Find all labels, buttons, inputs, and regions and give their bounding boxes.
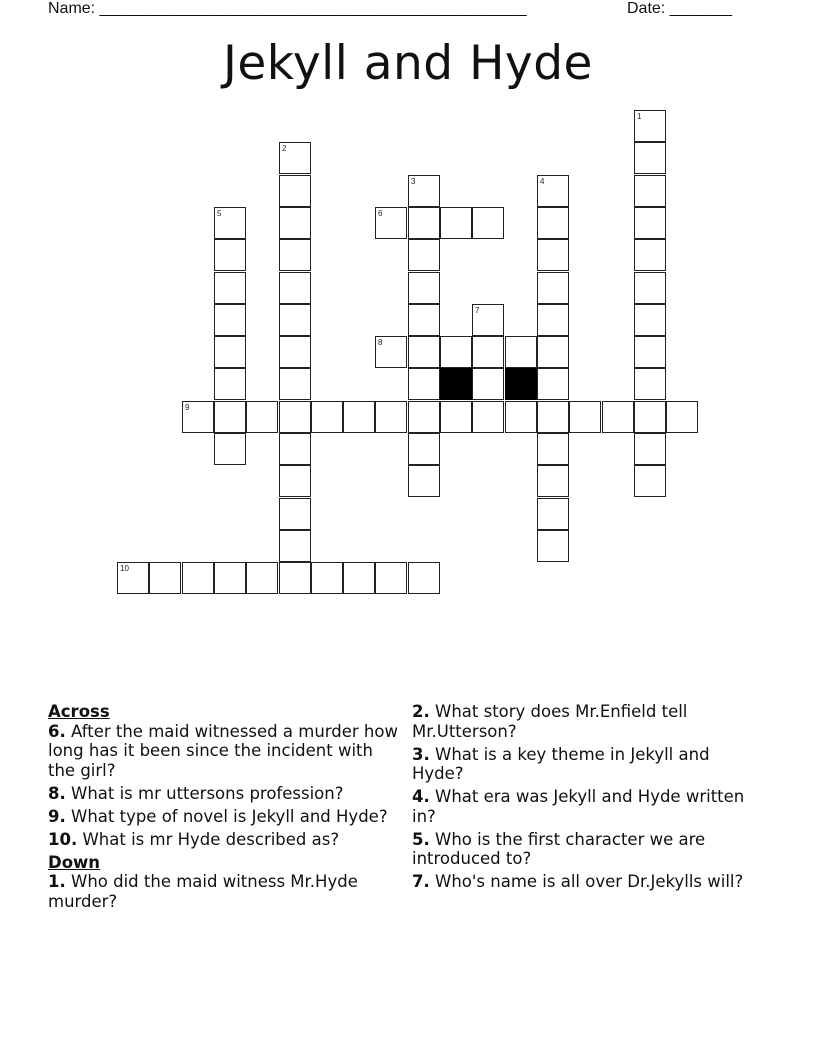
grid-cell[interactable] xyxy=(472,304,504,336)
clue-number: 4. xyxy=(412,787,430,806)
grid-cell[interactable] xyxy=(279,142,311,174)
clue-text: What story does Mr.Enfield tell Mr.Utterson? xyxy=(412,702,688,741)
clue-text: What is a key theme in Jekyll and Hyde? xyxy=(412,744,710,783)
across-clue-10 xyxy=(48,830,400,850)
date-field-label: Date: _______ xyxy=(627,0,732,17)
grid-cell[interactable] xyxy=(472,401,504,433)
clues-column-left xyxy=(48,702,400,915)
grid-cell[interactable] xyxy=(279,368,311,400)
grid-cell[interactable] xyxy=(440,336,472,368)
grid-cell[interactable] xyxy=(408,465,440,497)
grid-cell[interactable] xyxy=(537,207,569,239)
grid-cell[interactable] xyxy=(279,498,311,530)
across-heading: Across xyxy=(48,702,110,721)
grid-cell[interactable] xyxy=(408,336,440,368)
clue-number-label: 9 xyxy=(185,403,190,412)
grid-cell[interactable] xyxy=(472,336,504,368)
grid-cell[interactable] xyxy=(279,304,311,336)
clue-number-label: 8 xyxy=(378,338,383,347)
grid-cell[interactable] xyxy=(537,498,569,530)
clue-number: 6. xyxy=(48,721,66,741)
grid-cell[interactable] xyxy=(634,336,666,368)
grid-cell[interactable] xyxy=(666,401,698,433)
grid-cell[interactable] xyxy=(279,272,311,304)
grid-cell[interactable] xyxy=(505,401,537,433)
grid-cell[interactable] xyxy=(279,336,311,368)
grid-cell[interactable] xyxy=(634,401,666,433)
grid-cell[interactable] xyxy=(634,142,666,174)
grid-cell[interactable] xyxy=(634,207,666,239)
grid-cell[interactable] xyxy=(634,368,666,400)
grid-cell[interactable] xyxy=(182,562,214,594)
clue-text: What era was Jekyll and Hyde written in? xyxy=(412,787,745,826)
grid-cell[interactable] xyxy=(246,401,278,433)
grid-cell[interactable] xyxy=(214,562,246,594)
grid-cell[interactable] xyxy=(214,239,246,271)
clue-text: What is mr uttersons profession? xyxy=(71,783,344,803)
clue-number-label: 3 xyxy=(411,177,416,186)
grid-cell[interactable] xyxy=(408,562,440,594)
grid-cell[interactable] xyxy=(279,433,311,465)
clue-number-label: 2 xyxy=(282,144,287,153)
clue-text: After the maid witnessed a murder how long has it been since the incident with the girl? xyxy=(48,721,398,780)
down-clue-1 xyxy=(48,872,400,911)
grid-cell[interactable] xyxy=(634,110,666,142)
grid-cell[interactable] xyxy=(214,272,246,304)
grid-cell[interactable] xyxy=(505,336,537,368)
clue-text: What is mr Hyde described as? xyxy=(82,829,340,849)
grid-cell[interactable] xyxy=(214,304,246,336)
down-clue-3 xyxy=(412,745,752,784)
grid-cell[interactable] xyxy=(214,207,246,239)
grid-cell[interactable] xyxy=(279,207,311,239)
grid-cell[interactable] xyxy=(279,465,311,497)
grid-cell[interactable] xyxy=(634,304,666,336)
clue-text: What type of novel is Jekyll and Hyde? xyxy=(71,806,388,826)
across-clue-6 xyxy=(48,722,400,781)
grid-cell[interactable] xyxy=(214,368,246,400)
grid-cell[interactable] xyxy=(440,401,472,433)
name-field-label: Name: ________________________________________________ xyxy=(48,0,527,17)
clue-number: 2. xyxy=(412,702,430,721)
grid-cell[interactable] xyxy=(214,401,246,433)
down-clue-4 xyxy=(412,787,752,826)
grid-cell[interactable] xyxy=(569,401,601,433)
grid-cell[interactable] xyxy=(375,401,407,433)
grid-cell[interactable] xyxy=(537,336,569,368)
grid-cell[interactable] xyxy=(537,401,569,433)
grid-cell[interactable] xyxy=(279,175,311,207)
grid-cell[interactable] xyxy=(537,272,569,304)
grid-cell[interactable] xyxy=(279,562,311,594)
grid-cell[interactable] xyxy=(634,239,666,271)
clue-number-label: 1 xyxy=(637,112,642,121)
grid-cell[interactable] xyxy=(472,368,504,400)
grid-cell[interactable] xyxy=(279,401,311,433)
grid-cell[interactable] xyxy=(375,207,407,239)
clue-number: 3. xyxy=(412,744,430,764)
grid-cell[interactable] xyxy=(149,562,181,594)
grid-cell[interactable] xyxy=(375,562,407,594)
clue-number: 7. xyxy=(412,872,430,891)
grid-cell[interactable] xyxy=(408,272,440,304)
clue-number-label: 5 xyxy=(217,209,222,218)
grid-cell[interactable] xyxy=(537,465,569,497)
grid-cell[interactable] xyxy=(311,401,343,433)
clue-number-label: 6 xyxy=(378,209,383,218)
grid-cell[interactable] xyxy=(214,336,246,368)
clue-text: Who is the first character we are introduced to? xyxy=(412,829,706,868)
puzzle-title: Jekyll and Hyde xyxy=(223,36,593,91)
grid-cell[interactable] xyxy=(408,368,440,400)
grid-cell[interactable] xyxy=(634,433,666,465)
grid-cell[interactable] xyxy=(182,401,214,433)
grid-cell[interactable] xyxy=(472,207,504,239)
grid-cell[interactable] xyxy=(440,207,472,239)
grid-cell[interactable] xyxy=(214,433,246,465)
grid-cell[interactable] xyxy=(408,239,440,271)
grid-cell[interactable] xyxy=(634,175,666,207)
grid-cell[interactable] xyxy=(311,562,343,594)
grid-block xyxy=(440,368,472,400)
grid-cell[interactable] xyxy=(537,239,569,271)
grid-cell[interactable] xyxy=(537,175,569,207)
clues-column-right xyxy=(412,702,752,895)
grid-cell[interactable] xyxy=(408,433,440,465)
down-heading: Down xyxy=(48,852,101,872)
grid-cell[interactable] xyxy=(408,304,440,336)
down-clue-7 xyxy=(412,872,752,892)
grid-cell[interactable] xyxy=(279,239,311,271)
grid-cell[interactable] xyxy=(602,401,634,433)
grid-cell[interactable] xyxy=(408,175,440,207)
grid-block xyxy=(505,368,537,400)
clue-number-label: 4 xyxy=(540,177,545,186)
grid-cell[interactable] xyxy=(537,368,569,400)
grid-cell[interactable] xyxy=(408,207,440,239)
grid-cell[interactable] xyxy=(279,530,311,562)
grid-cell[interactable] xyxy=(408,401,440,433)
clue-number-label: 7 xyxy=(475,306,480,315)
clue-number: 8. xyxy=(48,783,66,803)
down-clue-2 xyxy=(412,702,752,741)
clue-number: 5. xyxy=(412,829,430,849)
across-clue-8 xyxy=(48,784,400,804)
clue-number: 10. xyxy=(48,829,78,849)
clue-text: Who did the maid witness Mr.Hyde murder? xyxy=(48,872,358,911)
clue-number: 1. xyxy=(48,872,66,891)
grid-cell[interactable] xyxy=(343,562,375,594)
grid-cell[interactable] xyxy=(634,272,666,304)
grid-cell[interactable] xyxy=(246,562,278,594)
grid-cell[interactable] xyxy=(537,433,569,465)
clue-number: 9. xyxy=(48,806,66,826)
grid-cell[interactable] xyxy=(537,530,569,562)
down-clue-5 xyxy=(412,830,752,869)
grid-cell[interactable] xyxy=(634,465,666,497)
clue-text: Who's name is all over Dr.Jekylls will? xyxy=(435,872,744,891)
clue-number-label: 10 xyxy=(120,564,129,573)
across-clue-9 xyxy=(48,807,400,827)
grid-cell[interactable] xyxy=(117,562,149,594)
grid-cell[interactable] xyxy=(537,304,569,336)
grid-cell[interactable] xyxy=(343,401,375,433)
grid-cell[interactable] xyxy=(375,336,407,368)
